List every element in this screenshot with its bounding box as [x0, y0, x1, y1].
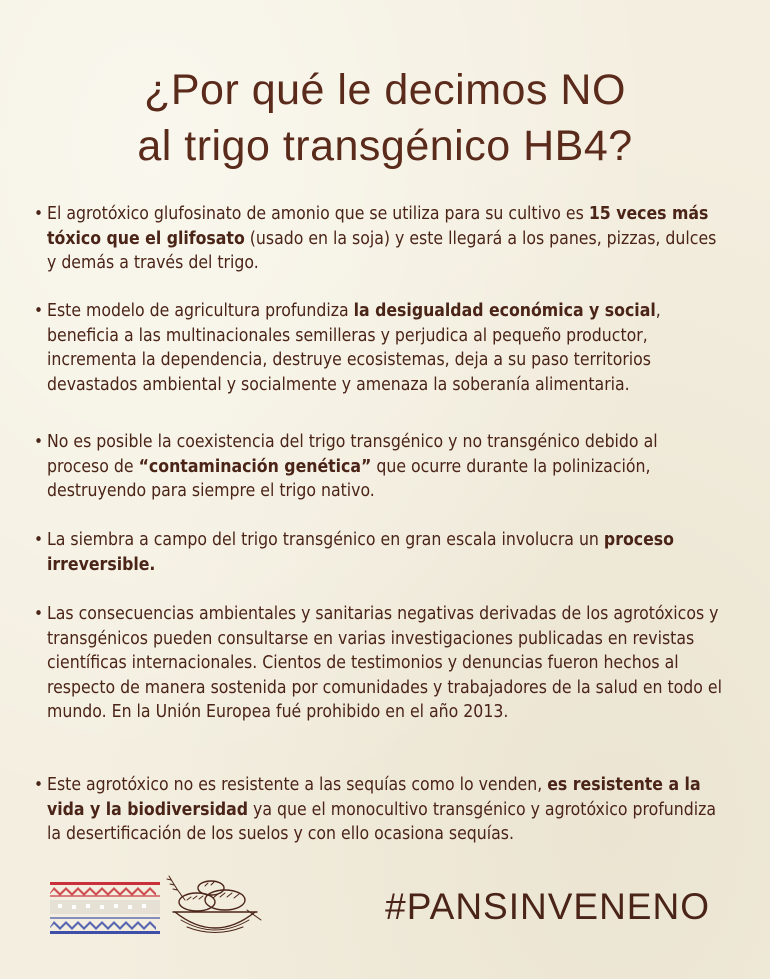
footer	[0, 868, 770, 948]
bullet-item	[34, 602, 724, 773]
bullet-text: No es posible la coexistencia del trigo transgénico y no transgénico debido al proceso de	[47, 432, 658, 477]
bullet-bold-text: “contaminación genética”	[138, 456, 372, 477]
bullet-dot: •	[34, 775, 44, 795]
bullet-list	[34, 202, 724, 847]
bullet-item	[34, 299, 724, 430]
bullet-dot: •	[34, 530, 44, 550]
flag-embroidery-icon	[50, 878, 160, 936]
bullet-text: Las consecuencias ambientales y sanitarias negativas derivadas de los agrotóxicos y transgénicos pueden consultarse en varias investigaciones publicadas en revistas científicas internacionales. Cientos de testimonios y denuncias fueron hechos al respecto de manera sostenida por comunidades y trabajadores de la salud en todo el mundo. En la Unión Europea fué prohibido en el año 2013.	[47, 604, 722, 722]
bullet-text: Este modelo de agricultura profundiza	[47, 301, 354, 321]
bullet-text: Este agrotóxico no es resistente a las sequías como lo venden,	[47, 775, 548, 795]
bullet-bold-text: proceso irreversible.	[47, 530, 674, 575]
bullet-dot: •	[34, 301, 44, 321]
bullet-text: ya que el monocultivo transgénico y agrotóxico profundiza la desertificación de los suelos y con ello ocasiona sequías.	[47, 799, 717, 844]
bullet-text: (usado en la soja) y este llegará a los panes, pizzas, dulces y demás a través del trigo.	[47, 228, 717, 273]
title-line-1: ¿Por qué le decimos NO	[144, 66, 626, 114]
hashtag: #PANSINVENENO	[385, 886, 710, 927]
bullet-item	[34, 528, 724, 602]
bullet-item	[34, 773, 724, 847]
bullet-dot: •	[34, 204, 44, 224]
bullet-text: La siembra a campo del trigo transgénico en gran escala involucra un	[47, 530, 604, 550]
title-line-2: al trigo transgénico HB4?	[137, 122, 633, 170]
bullet-bold-text: la desigualdad económica y social	[353, 301, 656, 321]
bullet-bold-text: es resistente a la vida y la biodiversidad	[47, 775, 701, 820]
bullet-text: , beneficia a las multinacionales semilleras y perjudica al pequeño productor, incrementa la dependencia, destruye ecosistemas, deja a su paso territorios devastados ambiental y socialmente y amenaza la soberanía alimentaria.	[47, 301, 661, 395]
page-title	[0, 62, 770, 174]
bullet-dot: •	[34, 604, 44, 624]
bullet-dot: •	[34, 432, 44, 452]
bullet-item	[34, 202, 724, 299]
bullet-text: El agrotóxico glufosinato de amonio que se utiliza para su cultivo es	[47, 204, 589, 224]
bullet-text: que ocurre durante la polinización, destruyendo para siempre el trigo nativo.	[47, 456, 651, 501]
bread-basket-icon	[163, 870, 267, 940]
bullet-bold-text: 15 veces más tóxico que el glifosato	[47, 204, 709, 249]
bullet-item	[34, 430, 724, 528]
